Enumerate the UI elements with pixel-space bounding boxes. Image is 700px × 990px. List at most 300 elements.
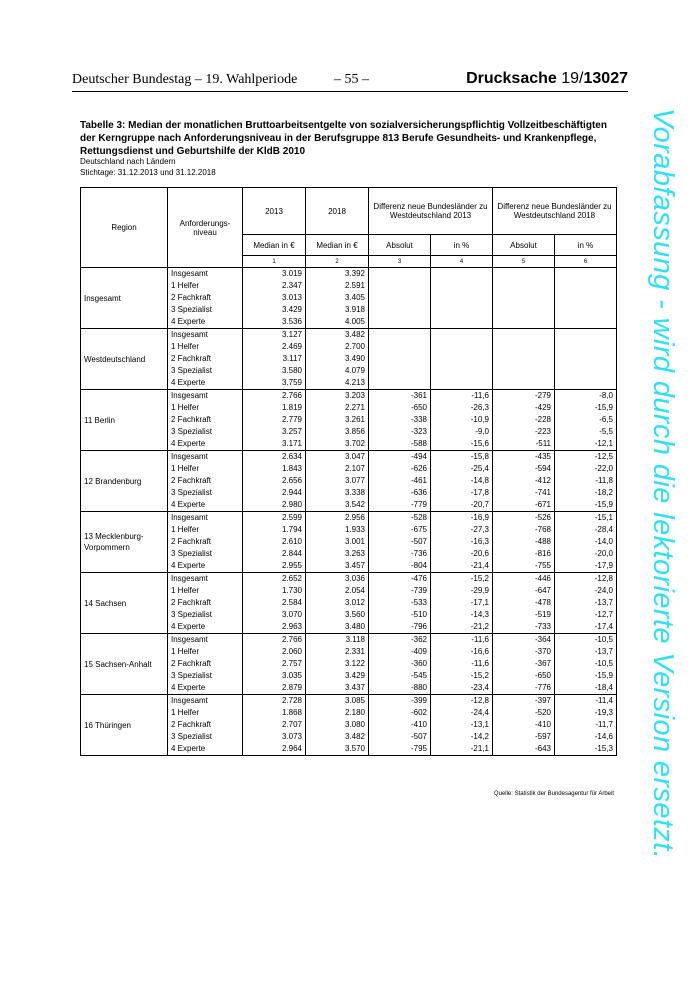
value-cell: -279: [493, 390, 555, 403]
value-cell: -14,8: [431, 475, 493, 487]
value-cell: -361: [369, 390, 431, 403]
value-cell: 3.338: [306, 487, 369, 499]
level-cell: 3 Spezialist: [168, 426, 243, 438]
value-cell: -10,9: [431, 414, 493, 426]
value-cell: -25,4: [431, 463, 493, 475]
value-cell: 3.203: [306, 390, 369, 403]
value-cell: 2.844: [243, 548, 306, 560]
table-row: [81, 451, 617, 464]
value-cell: [369, 341, 431, 353]
level-cell: Insgesamt: [168, 573, 243, 586]
table-title: Tabelle 3: Median der monatlichen Bruttoarbeitsentgelte von sozialversicherungspflichtig Vollzeitbeschäftigten der Kerngruppe nach Anforderungsniveau in der Berufsgruppe 813 Berufe Gesundheits- und Krankenpflege, Rettungsdienst und Geburtshilfe der KldB 2010: [80, 120, 607, 157]
level-cell: Insgesamt: [168, 329, 243, 342]
level-cell: 3 Spezialist: [168, 548, 243, 560]
value-cell: [431, 365, 493, 377]
value-cell: 2.610: [243, 536, 306, 548]
table-row: [81, 573, 617, 586]
value-cell: -795: [369, 743, 431, 756]
value-cell: -446: [493, 573, 555, 586]
value-cell: 2.331: [306, 646, 369, 658]
header-drucksache-number: 13027: [583, 70, 628, 87]
value-cell: [369, 292, 431, 304]
level-cell: 2 Fachkraft: [168, 353, 243, 365]
value-cell: -29,9: [431, 585, 493, 597]
value-cell: 3.127: [243, 329, 306, 342]
value-cell: 2.591: [306, 280, 369, 292]
col-number: 4: [431, 256, 493, 268]
value-cell: -507: [369, 536, 431, 548]
value-cell: -17,4: [555, 621, 617, 634]
col-header-level: Anforderungs-niveau: [168, 188, 243, 268]
value-cell: [431, 292, 493, 304]
value-cell: -12,8: [431, 695, 493, 708]
value-cell: 3.429: [306, 670, 369, 682]
value-cell: [555, 377, 617, 390]
value-cell: -804: [369, 560, 431, 573]
value-cell: [493, 268, 555, 281]
header-drucksache-period: 19/: [561, 70, 584, 87]
value-cell: -435: [493, 451, 555, 464]
value-cell: 2.955: [243, 560, 306, 573]
value-cell: -323: [369, 426, 431, 438]
value-cell: 2.180: [306, 707, 369, 719]
value-cell: 3.077: [306, 475, 369, 487]
value-cell: [369, 268, 431, 281]
value-cell: -17,8: [431, 487, 493, 499]
value-cell: -14,6: [555, 731, 617, 743]
table-row: [81, 695, 617, 708]
level-cell: 4 Experte: [168, 743, 243, 756]
value-cell: 3.118: [306, 634, 369, 647]
value-cell: -22,0: [555, 463, 617, 475]
value-cell: -594: [493, 463, 555, 475]
value-cell: [369, 304, 431, 316]
value-cell: 2.944: [243, 487, 306, 499]
value-cell: -520: [493, 707, 555, 719]
value-cell: 2.766: [243, 634, 306, 647]
value-cell: [555, 304, 617, 316]
value-cell: -26,3: [431, 402, 493, 414]
level-cell: 1 Helfer: [168, 646, 243, 658]
table-row: [81, 329, 617, 342]
value-cell: -228: [493, 414, 555, 426]
value-cell: 3.085: [306, 695, 369, 708]
level-cell: 4 Experte: [168, 316, 243, 329]
value-cell: 4.213: [306, 377, 369, 390]
table-row: [81, 634, 617, 647]
value-cell: -21,4: [431, 560, 493, 573]
value-cell: -16,3: [431, 536, 493, 548]
col-header-absolute-2018: Absolut: [493, 235, 555, 256]
header-drucksache-label: Drucksache: [466, 70, 562, 87]
value-cell: -755: [493, 560, 555, 573]
value-cell: -533: [369, 597, 431, 609]
value-cell: [431, 377, 493, 390]
value-cell: -779: [369, 499, 431, 512]
value-cell: -14,2: [431, 731, 493, 743]
value-cell: 3.001: [306, 536, 369, 548]
level-cell: 4 Experte: [168, 560, 243, 573]
table-body: [81, 268, 617, 756]
value-cell: -597: [493, 731, 555, 743]
table-reference-dates: Stichtage: 31.12.2013 und 31.12.2018: [80, 168, 216, 177]
region-cell: 15 Sachsen-Anhalt: [81, 634, 168, 695]
value-cell: -768: [493, 524, 555, 536]
value-cell: 3.261: [306, 414, 369, 426]
value-cell: -8,0: [555, 390, 617, 403]
level-cell: 4 Experte: [168, 682, 243, 695]
value-cell: 2.634: [243, 451, 306, 464]
value-cell: -367: [493, 658, 555, 670]
value-cell: -338: [369, 414, 431, 426]
draft-watermark: [649, 108, 681, 878]
value-cell: [431, 329, 493, 342]
value-cell: -671: [493, 499, 555, 512]
value-cell: 3.405: [306, 292, 369, 304]
value-cell: -12,7: [555, 609, 617, 621]
level-cell: 2 Fachkraft: [168, 719, 243, 731]
value-cell: -15,1: [555, 512, 617, 525]
value-cell: -429: [493, 402, 555, 414]
col-number: 2: [306, 256, 369, 268]
value-cell: 2.963: [243, 621, 306, 634]
value-cell: -9,0: [431, 426, 493, 438]
value-cell: -14,3: [431, 609, 493, 621]
level-cell: 2 Fachkraft: [168, 414, 243, 426]
col-header-2013: 2013: [243, 188, 306, 235]
value-cell: [493, 280, 555, 292]
value-cell: [369, 377, 431, 390]
value-cell: -526: [493, 512, 555, 525]
value-cell: -364: [493, 634, 555, 647]
value-cell: [369, 365, 431, 377]
level-cell: 4 Experte: [168, 499, 243, 512]
value-cell: -20,0: [555, 548, 617, 560]
region-cell: 13 Mecklenburg-Vorpommern: [81, 512, 168, 573]
value-cell: -488: [493, 536, 555, 548]
value-cell: 2.700: [306, 341, 369, 353]
value-cell: -15,2: [431, 573, 493, 586]
value-cell: [431, 304, 493, 316]
level-cell: 2 Fachkraft: [168, 292, 243, 304]
region-cell: 14 Sachsen: [81, 573, 168, 634]
value-cell: 3.482: [306, 329, 369, 342]
value-cell: -636: [369, 487, 431, 499]
region-cell: 12 Brandenburg: [81, 451, 168, 512]
value-cell: 3.019: [243, 268, 306, 281]
value-cell: -796: [369, 621, 431, 634]
value-cell: -11,7: [555, 719, 617, 731]
col-header-diff-2013: Differenz neue Bundesländer zu Westdeutschland 2013: [369, 188, 493, 235]
level-cell: Insgesamt: [168, 634, 243, 647]
value-cell: -10,5: [555, 634, 617, 647]
level-cell: 3 Spezialist: [168, 365, 243, 377]
value-cell: -370: [493, 646, 555, 658]
value-cell: 3.073: [243, 731, 306, 743]
value-cell: -360: [369, 658, 431, 670]
value-cell: 3.171: [243, 438, 306, 451]
value-cell: -494: [369, 451, 431, 464]
table-row: [81, 268, 617, 281]
value-cell: [493, 329, 555, 342]
header-page-number: – 55 –: [334, 72, 369, 87]
value-cell: -16,6: [431, 646, 493, 658]
value-cell: -626: [369, 463, 431, 475]
value-cell: [431, 341, 493, 353]
value-cell: 2.779: [243, 414, 306, 426]
level-cell: 3 Spezialist: [168, 304, 243, 316]
level-cell: 1 Helfer: [168, 341, 243, 353]
value-cell: -461: [369, 475, 431, 487]
col-header-absolute-2013: Absolut: [369, 235, 431, 256]
value-cell: -736: [369, 548, 431, 560]
value-cell: 4.005: [306, 316, 369, 329]
value-cell: 2.728: [243, 695, 306, 708]
table-row: [81, 390, 617, 403]
level-cell: 4 Experte: [168, 377, 243, 390]
value-cell: -5,5: [555, 426, 617, 438]
level-cell: 2 Fachkraft: [168, 597, 243, 609]
value-cell: 3.035: [243, 670, 306, 682]
level-cell: 4 Experte: [168, 621, 243, 634]
value-cell: 3.080: [306, 719, 369, 731]
value-cell: -12,5: [555, 451, 617, 464]
col-header-diff-2018: Differenz neue Bundesländer zu Westdeutschland 2018: [493, 188, 617, 235]
table-subtitle: Deutschland nach Ländern: [80, 157, 176, 166]
value-cell: -28,4: [555, 524, 617, 536]
value-cell: 2.879: [243, 682, 306, 695]
value-cell: -17,9: [555, 560, 617, 573]
value-cell: -399: [369, 695, 431, 708]
value-cell: [369, 353, 431, 365]
value-cell: -24,0: [555, 585, 617, 597]
value-cell: 3.012: [306, 597, 369, 609]
value-cell: 2.060: [243, 646, 306, 658]
value-cell: 1.730: [243, 585, 306, 597]
value-cell: -507: [369, 731, 431, 743]
value-cell: -675: [369, 524, 431, 536]
value-cell: -588: [369, 438, 431, 451]
value-cell: [493, 377, 555, 390]
value-cell: [493, 292, 555, 304]
value-cell: 3.580: [243, 365, 306, 377]
value-cell: -13,1: [431, 719, 493, 731]
value-cell: [369, 280, 431, 292]
value-cell: -741: [493, 487, 555, 499]
value-cell: 3.263: [306, 548, 369, 560]
value-cell: 2.656: [243, 475, 306, 487]
level-cell: 2 Fachkraft: [168, 475, 243, 487]
value-cell: [493, 316, 555, 329]
value-cell: 3.702: [306, 438, 369, 451]
value-cell: 3.429: [243, 304, 306, 316]
level-cell: 3 Spezialist: [168, 487, 243, 499]
value-cell: -12,8: [555, 573, 617, 586]
value-cell: -511: [493, 438, 555, 451]
value-cell: -15,8: [431, 451, 493, 464]
value-cell: 1.868: [243, 707, 306, 719]
level-cell: 3 Spezialist: [168, 670, 243, 682]
col-header-region: Region: [81, 188, 168, 268]
value-cell: -510: [369, 609, 431, 621]
page-header: [72, 72, 628, 92]
value-cell: 2.956: [306, 512, 369, 525]
value-cell: [493, 353, 555, 365]
value-cell: 2.766: [243, 390, 306, 403]
value-cell: -11,6: [431, 390, 493, 403]
value-cell: -409: [369, 646, 431, 658]
value-cell: 2.707: [243, 719, 306, 731]
value-cell: 1.819: [243, 402, 306, 414]
value-cell: -733: [493, 621, 555, 634]
value-cell: 3.560: [306, 609, 369, 621]
level-cell: Insgesamt: [168, 512, 243, 525]
region-cell: Insgesamt: [81, 268, 168, 329]
col-number: 1: [243, 256, 306, 268]
value-cell: 3.536: [243, 316, 306, 329]
value-cell: 2.652: [243, 573, 306, 586]
value-cell: -27,3: [431, 524, 493, 536]
source-note: Quelle: Statistik der Bundesagentur für Arbeit: [493, 791, 614, 797]
value-cell: -478: [493, 597, 555, 609]
value-cell: -20,7: [431, 499, 493, 512]
value-cell: -816: [493, 548, 555, 560]
level-cell: 1 Helfer: [168, 280, 243, 292]
value-cell: -15,9: [555, 402, 617, 414]
value-cell: -18,2: [555, 487, 617, 499]
col-number: 6: [555, 256, 617, 268]
level-cell: Insgesamt: [168, 451, 243, 464]
value-cell: -14,0: [555, 536, 617, 548]
value-cell: 1.933: [306, 524, 369, 536]
level-cell: 4 Experte: [168, 438, 243, 451]
value-cell: -15,9: [555, 499, 617, 512]
col-header-median-2018: Median in €: [306, 235, 369, 256]
col-header-percent-2018: in %: [555, 235, 617, 256]
value-cell: -11,8: [555, 475, 617, 487]
value-cell: 3.437: [306, 682, 369, 695]
level-cell: 2 Fachkraft: [168, 536, 243, 548]
value-cell: [431, 280, 493, 292]
value-cell: -397: [493, 695, 555, 708]
value-cell: 2.599: [243, 512, 306, 525]
value-cell: [369, 316, 431, 329]
value-cell: 2.964: [243, 743, 306, 756]
value-cell: -15,3: [555, 743, 617, 756]
value-cell: -650: [369, 402, 431, 414]
value-cell: -17,1: [431, 597, 493, 609]
value-cell: 2.980: [243, 499, 306, 512]
value-cell: [555, 316, 617, 329]
value-cell: [555, 329, 617, 342]
region-cell: Westdeutschland: [81, 329, 168, 390]
value-cell: [555, 353, 617, 365]
region-cell: 11 Berlin: [81, 390, 168, 451]
value-cell: 3.070: [243, 609, 306, 621]
header-divider: [72, 91, 628, 92]
value-cell: 3.257: [243, 426, 306, 438]
level-cell: 2 Fachkraft: [168, 658, 243, 670]
value-cell: [493, 365, 555, 377]
value-cell: 4.079: [306, 365, 369, 377]
header-drucksache: [466, 70, 628, 88]
value-cell: -6,5: [555, 414, 617, 426]
value-cell: -11,4: [555, 695, 617, 708]
level-cell: Insgesamt: [168, 695, 243, 708]
value-cell: 2.584: [243, 597, 306, 609]
col-header-percent-2013: in %: [431, 235, 493, 256]
value-cell: 3.856: [306, 426, 369, 438]
value-cell: [431, 353, 493, 365]
value-cell: [555, 292, 617, 304]
col-number: 5: [493, 256, 555, 268]
value-cell: -519: [493, 609, 555, 621]
value-cell: -410: [369, 719, 431, 731]
value-cell: -15,9: [555, 670, 617, 682]
value-cell: -739: [369, 585, 431, 597]
value-cell: 3.490: [306, 353, 369, 365]
level-cell: 3 Spezialist: [168, 731, 243, 743]
value-cell: 3.457: [306, 560, 369, 573]
wage-table: [80, 187, 617, 756]
value-cell: [555, 280, 617, 292]
level-cell: 1 Helfer: [168, 585, 243, 597]
level-cell: Insgesamt: [168, 390, 243, 403]
value-cell: [493, 304, 555, 316]
value-cell: -13,7: [555, 597, 617, 609]
table-row: [81, 512, 617, 525]
value-cell: -15,2: [431, 670, 493, 682]
watermark-text: Vorabfassung - wird durch die lektorierte Version ersetzt.: [647, 108, 679, 860]
level-cell: 1 Helfer: [168, 524, 243, 536]
value-cell: 1.794: [243, 524, 306, 536]
value-cell: 3.482: [306, 731, 369, 743]
value-cell: -19,3: [555, 707, 617, 719]
value-cell: -15,6: [431, 438, 493, 451]
level-cell: Insgesamt: [168, 268, 243, 281]
value-cell: -412: [493, 475, 555, 487]
value-cell: -528: [369, 512, 431, 525]
col-number: 3: [369, 256, 431, 268]
value-cell: -476: [369, 573, 431, 586]
value-cell: 3.036: [306, 573, 369, 586]
value-cell: 2.271: [306, 402, 369, 414]
value-cell: -10,5: [555, 658, 617, 670]
header-publication: Deutscher Bundestag – 19. Wahlperiode: [72, 72, 298, 87]
col-header-median-2013: Median in €: [243, 235, 306, 256]
value-cell: -24,4: [431, 707, 493, 719]
value-cell: -545: [369, 670, 431, 682]
value-cell: 1.843: [243, 463, 306, 475]
value-cell: [555, 268, 617, 281]
value-cell: -362: [369, 634, 431, 647]
value-cell: [431, 316, 493, 329]
value-cell: 2.347: [243, 280, 306, 292]
value-cell: 3.047: [306, 451, 369, 464]
value-cell: -12,1: [555, 438, 617, 451]
value-cell: -880: [369, 682, 431, 695]
value-cell: 3.570: [306, 743, 369, 756]
value-cell: -410: [493, 719, 555, 731]
value-cell: [493, 341, 555, 353]
value-cell: -23,4: [431, 682, 493, 695]
value-cell: 3.759: [243, 377, 306, 390]
value-cell: 2.107: [306, 463, 369, 475]
col-header-2018: 2018: [306, 188, 369, 235]
value-cell: -13,7: [555, 646, 617, 658]
value-cell: -18,4: [555, 682, 617, 695]
value-cell: [369, 329, 431, 342]
